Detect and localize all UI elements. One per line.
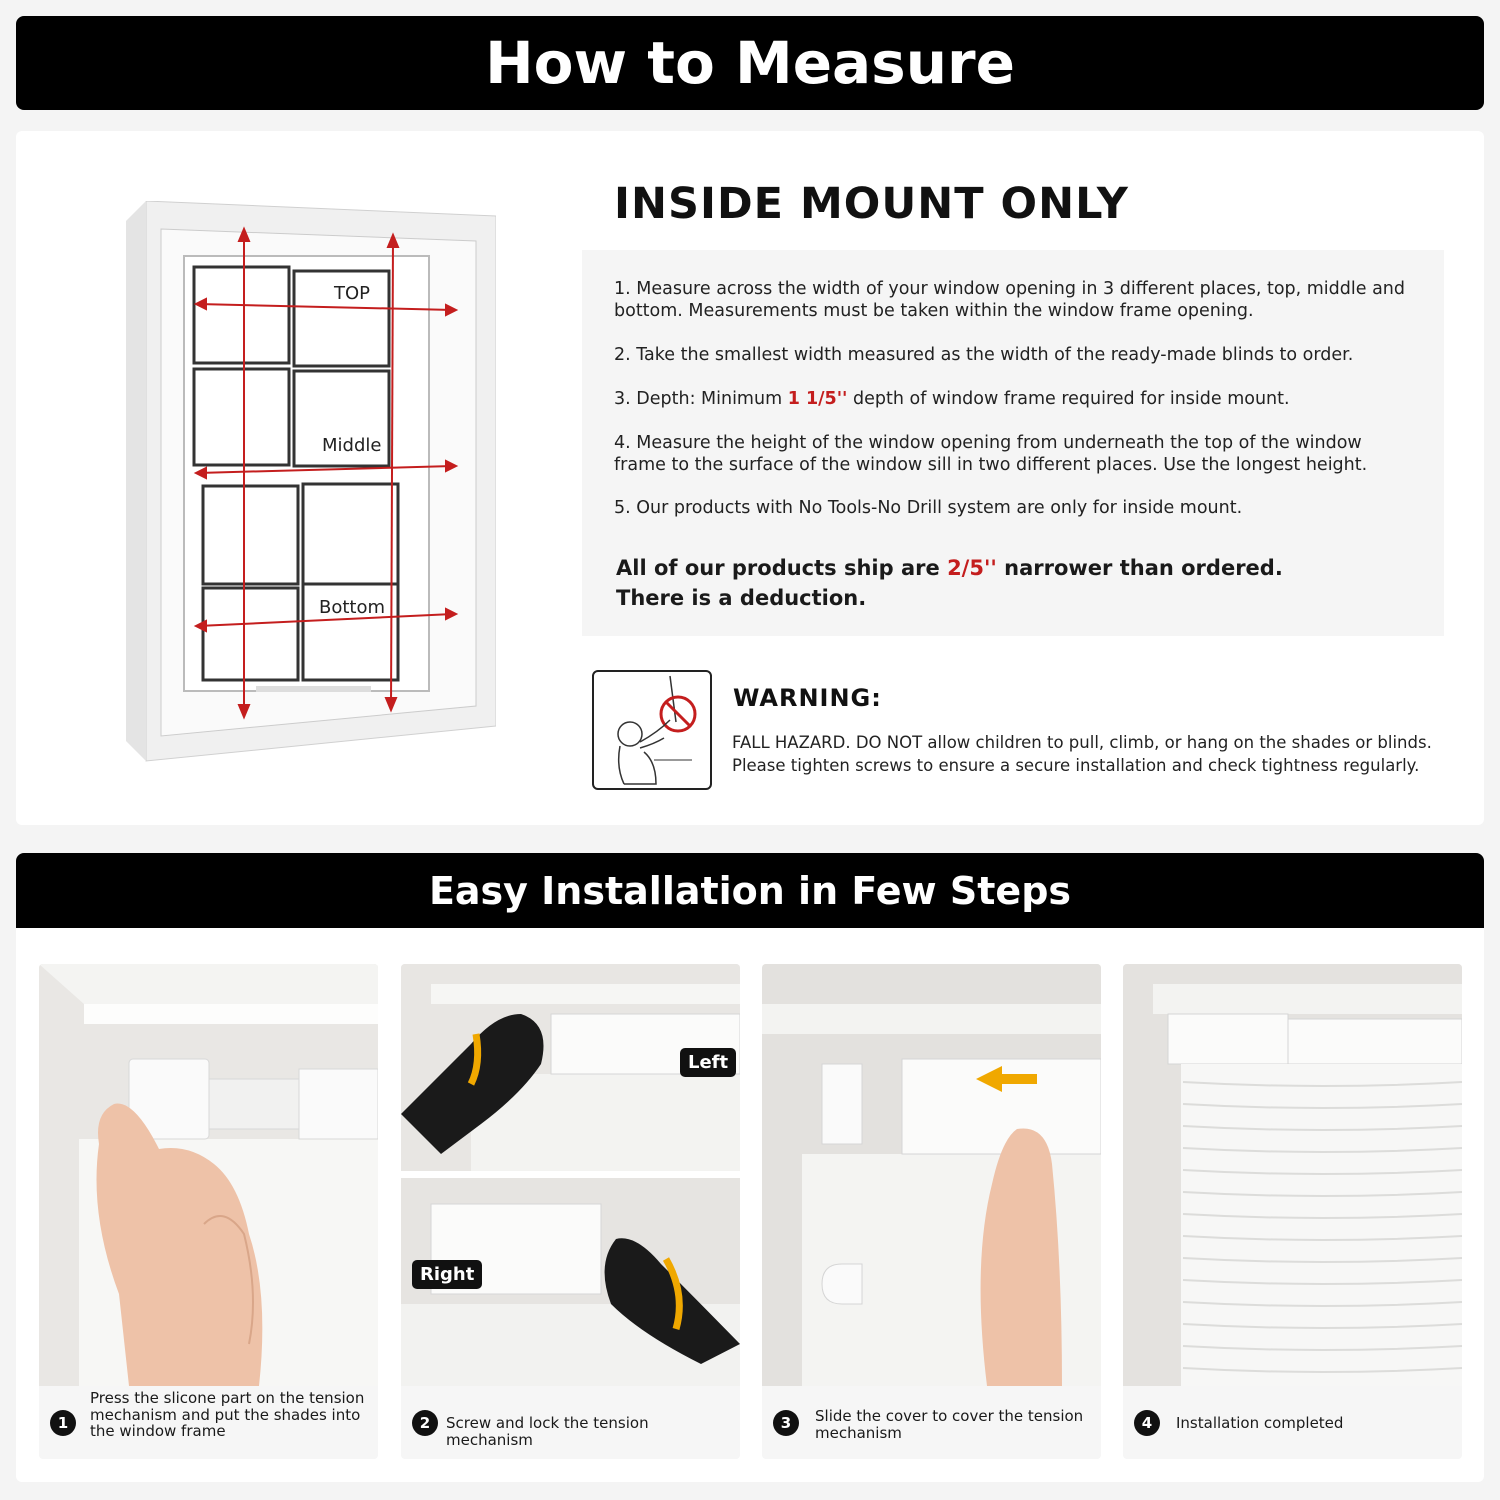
inside-mount-title: INSIDE MOUNT ONLY [614, 179, 1129, 229]
deduction-suffix: narrower than ordered. [996, 556, 1283, 580]
measure-panel [16, 131, 1484, 825]
step-2-photo [401, 964, 740, 1386]
step-3-text: Slide the cover to cover the tension mechanism [815, 1407, 1084, 1442]
step-1-number: 1 [50, 1410, 76, 1436]
installation-steps-panel [16, 928, 1484, 1482]
installation-title: Easy Installation in Few Steps [428, 869, 1072, 913]
page-title: How to Measure [485, 29, 1015, 97]
instructions-box [582, 250, 1444, 636]
instruction-2: 2. Take the smallest width measured as the width of the ready-made blinds to order. [614, 345, 1354, 365]
tag-left: Left [680, 1048, 736, 1077]
instruction-5: 5. Our products with No Tools-No Drill system are only for inside mount. [614, 498, 1243, 518]
instruction-4: 4. Measure the height of the window opening from underneath the top of the window frame to the surface of the window sill in two different places. Use the longest height. [614, 433, 1368, 475]
window-measurement-diagram [106, 201, 496, 771]
step-4-number: 4 [1134, 1410, 1160, 1436]
step-card-4 [1123, 964, 1462, 1459]
deduction-prefix: All of our products ship are [616, 556, 948, 580]
instruction-3-prefix: 3. Depth: Minimum [614, 389, 788, 409]
warning-title: WARNING: [733, 684, 882, 712]
step-2-caption [401, 1386, 740, 1459]
step-card-3 [762, 964, 1101, 1459]
instruction-3 [614, 388, 1414, 410]
step-1-caption [39, 1386, 378, 1459]
step-4-caption [1123, 1386, 1462, 1459]
step-4-text: Installation completed [1176, 1414, 1344, 1432]
deduction-note [616, 553, 1416, 613]
step-4-photo [1123, 964, 1462, 1386]
step-3-caption [762, 1386, 1101, 1459]
child-warning-icon [592, 670, 712, 790]
instruction-3-suffix: depth of window frame required for inside mount. [847, 389, 1290, 409]
page-title-banner [16, 16, 1484, 110]
tag-right: Right [412, 1260, 482, 1289]
diagram-label-top: TOP [334, 283, 371, 304]
warning-text: FALL HAZARD. DO NOT allow children to pull, climb, or hang on the shades or blinds. Please tighten screws to ensure a secure installation and check tightness regularly. [732, 733, 1432, 775]
step-2-number: 2 [412, 1410, 438, 1436]
step-1-photo [39, 964, 378, 1386]
step-1-text: Press the slicone part on the tension mechanism and put the shades into the window frame [90, 1389, 365, 1440]
deduction-value: 2/5'' [947, 556, 997, 580]
step-3-number: 3 [773, 1410, 799, 1436]
installation-banner [16, 853, 1484, 929]
diagram-label-bottom: Bottom [319, 597, 386, 618]
diagram-label-middle: Middle [322, 435, 382, 456]
depth-value: 1 1/5'' [787, 389, 848, 409]
instruction-1: 1. Measure across the width of your window opening in 3 different places, top, middle and bottom. Measurements must be taken within the window frame opening. [614, 279, 1406, 321]
step-card-1 [39, 964, 378, 1459]
step-2-text: Screw and lock the tension mechanism [446, 1414, 649, 1449]
step-card-2 [401, 964, 740, 1459]
step-3-photo [762, 964, 1101, 1386]
deduction-line2: There is a deduction. [616, 586, 867, 610]
